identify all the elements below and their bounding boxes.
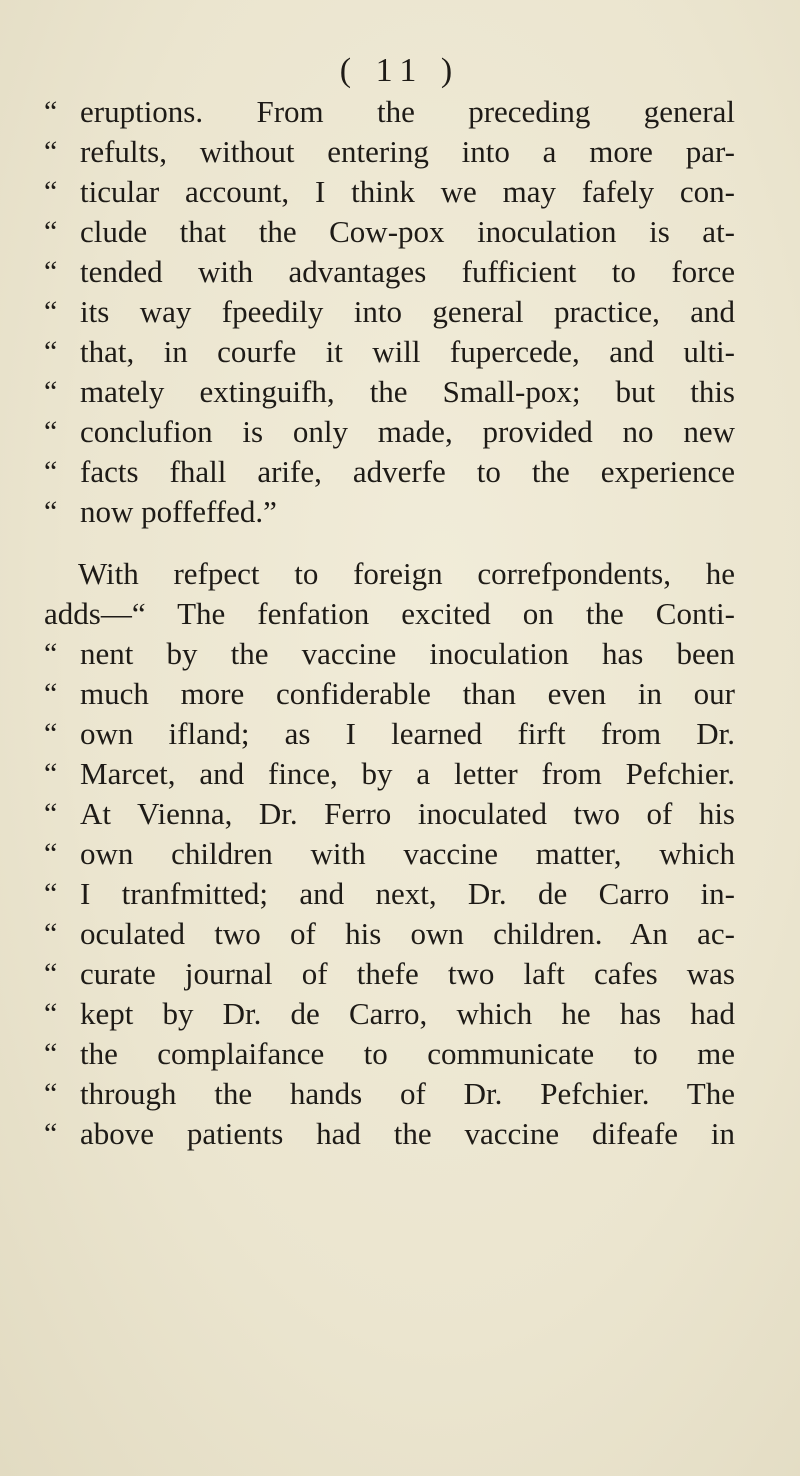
quote-mark: “ <box>44 1077 58 1110</box>
quote-mark: “ <box>44 255 58 288</box>
quote-mark: “ <box>44 957 58 990</box>
quote-mark: “ <box>44 797 58 830</box>
quote-mark: “ <box>44 495 58 528</box>
line-text: now poffeffed.” <box>80 494 277 529</box>
line-text: kept by Dr. de Carro, which he has had <box>80 996 735 1031</box>
quote-mark: “ <box>44 175 58 208</box>
quote-mark: “ <box>44 637 58 670</box>
quote-mark: “ <box>44 677 58 710</box>
quote-mark: “ <box>44 877 58 910</box>
line-text: above patients had the vaccine difeafe in <box>80 1116 735 1151</box>
quote-mark: “ <box>44 455 58 488</box>
line-text: At Vienna, Dr. Ferro inoculated two of his <box>80 796 735 831</box>
line-text: refults, without entering into a more par- <box>80 134 735 169</box>
quote-mark: “ <box>44 375 58 408</box>
quote-mark: “ <box>44 1117 58 1150</box>
quote-mark: “ <box>44 335 58 368</box>
quote-mark: “ <box>44 757 58 790</box>
line-text: much more confiderable than even in our <box>80 676 735 711</box>
line-text: With refpect to foreign correfpondents, he <box>78 556 735 591</box>
quote-mark: “ <box>44 215 58 248</box>
quote-mark: “ <box>44 295 58 328</box>
line-text: mately extinguifh, the Small-pox; but this <box>80 374 735 409</box>
line-text: I tranfmitted; and next, Dr. de Carro in- <box>80 876 735 911</box>
line-text: Marcet, and fince, by a letter from Pefchier. <box>80 756 735 791</box>
line-text: ticular account, I think we may fafely con- <box>80 174 735 209</box>
line-text: adds—“ The fenfation excited on the Conti- <box>44 596 735 631</box>
line-text: nent by the vaccine inoculation has been <box>80 636 735 671</box>
line-text: that, in courfe it will fupercede, and ulti- <box>80 334 735 369</box>
page-number: ( 11 ) <box>339 52 461 89</box>
line-text: tended with advantages fufficient to force <box>80 254 735 289</box>
quote-mark: “ <box>44 1037 58 1070</box>
quote-mark: “ <box>44 917 58 950</box>
quote-mark: “ <box>44 95 58 128</box>
line-text: own children with vaccine matter, which <box>80 836 735 871</box>
line-text: own ifland; as I learned firft from Dr. <box>80 716 735 751</box>
line-text: the complaifance to communicate to me <box>80 1036 735 1071</box>
line-text: eruptions. From the preceding general <box>80 94 735 129</box>
line-text: facts fhall arife, adverfe to the experience <box>80 454 735 489</box>
quote-mark: “ <box>44 997 58 1030</box>
quote-mark: “ <box>44 837 58 870</box>
quote-mark: “ <box>44 717 58 750</box>
quote-mark: “ <box>44 415 58 448</box>
line-text: its way fpeedily into general practice, and <box>80 294 735 329</box>
line-text: oculated two of his own children. An ac- <box>80 916 735 951</box>
line-text: conclufion is only made, provided no new <box>80 414 735 449</box>
line-text: through the hands of Dr. Pefchier. The <box>80 1076 735 1111</box>
line-text: curate journal of thefe two laft cafes was <box>80 956 735 991</box>
line-text: clude that the Cow-pox inoculation is at- <box>80 214 735 249</box>
quote-mark: “ <box>44 135 58 168</box>
